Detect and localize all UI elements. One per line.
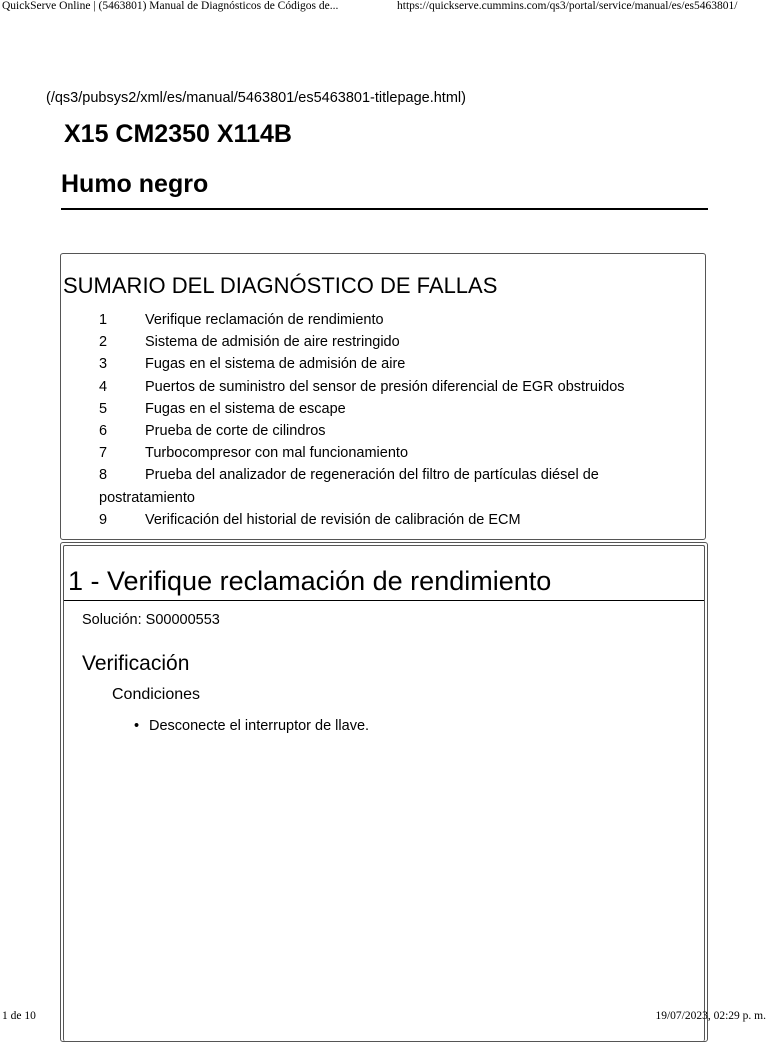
- print-header-url: https://quickserve.cummins.com/qs3/portal/service/manual/es/es5463801/: [397, 0, 738, 12]
- step-section: [60, 542, 708, 1042]
- document-model: X15 CM2350 X114B: [64, 120, 292, 148]
- conditions-list: [134, 718, 369, 734]
- summary-item-number: 6: [99, 423, 108, 440]
- summary-item-number: 3: [99, 356, 108, 373]
- print-header-title: QuickServe Online | (5463801) Manual de Diagnósticos de Códigos de...: [2, 0, 339, 12]
- condition-item: [134, 718, 369, 734]
- summary-item-number: 5: [99, 400, 108, 417]
- summary-item[interactable]: [99, 509, 679, 531]
- summary-item[interactable]: [99, 331, 679, 353]
- summary-item-label: Fugas en el sistema de admisión de aire: [145, 356, 406, 373]
- step-heading-divider: [64, 600, 704, 601]
- verification-heading: Verificación: [82, 652, 190, 675]
- summary-item[interactable]: [99, 442, 679, 464]
- summary-item[interactable]: [99, 398, 679, 420]
- summary-item-label: Puertos de suministro del sensor de presión diferencial de EGR obstruidos: [145, 378, 625, 395]
- summary-item[interactable]: [99, 376, 679, 398]
- summary-item[interactable]: [99, 353, 679, 375]
- summary-item[interactable]: [99, 309, 679, 331]
- summary-item-number: 2: [99, 334, 108, 351]
- conditions-heading: Condiciones: [112, 686, 201, 703]
- step-heading: 1 - Verifique reclamación de rendimiento: [68, 566, 552, 596]
- summary-item[interactable]: [99, 464, 679, 508]
- summary-item-number: 1: [99, 312, 108, 328]
- summary-item-label: Prueba del analizador de regeneración del filtro de partículas diésel de postratamiento: [99, 467, 599, 506]
- page-title: Humo negro: [61, 170, 209, 198]
- print-footer-page: 1 de 10: [2, 1010, 36, 1022]
- summary-item-label: Turbocompresor con mal funcionamiento: [145, 445, 409, 462]
- summary-item[interactable]: [99, 420, 679, 442]
- titlepage-link[interactable]: (/qs3/pubsys2/xml/es/manual/5463801/es5463801-titlepage.html): [46, 90, 466, 106]
- summary-item-number: 8: [99, 467, 108, 484]
- solution-label: Solución: S00000553: [82, 612, 220, 628]
- summary-item-label: Sistema de admisión de aire restringido: [145, 334, 400, 351]
- summary-item-label: Verificación del historial de revisión de calibración de ECM: [145, 511, 521, 528]
- condition-text: Desconecte el interruptor de llave.: [149, 718, 370, 734]
- print-footer-date: 19/07/2023, 02:29 p. m.: [655, 1010, 766, 1022]
- summary-item-label: Fugas en el sistema de escape: [145, 400, 346, 417]
- summary-item-label: Verifique reclamación de rendimiento: [145, 312, 384, 328]
- summary-item-number: 9: [99, 511, 108, 528]
- summary-heading: SUMARIO DEL DIAGNÓSTICO DE FALLAS: [63, 273, 498, 298]
- summary-item-number: 4: [99, 378, 108, 395]
- fault-diagnosis-summary: [60, 253, 706, 540]
- bullet-icon: •: [134, 718, 140, 734]
- summary-item-number: 7: [99, 445, 108, 462]
- summary-list: [99, 309, 679, 531]
- summary-item-label: Prueba de corte de cilindros: [145, 423, 326, 440]
- step-inner-frame: [63, 545, 705, 1041]
- title-divider: [61, 208, 708, 210]
